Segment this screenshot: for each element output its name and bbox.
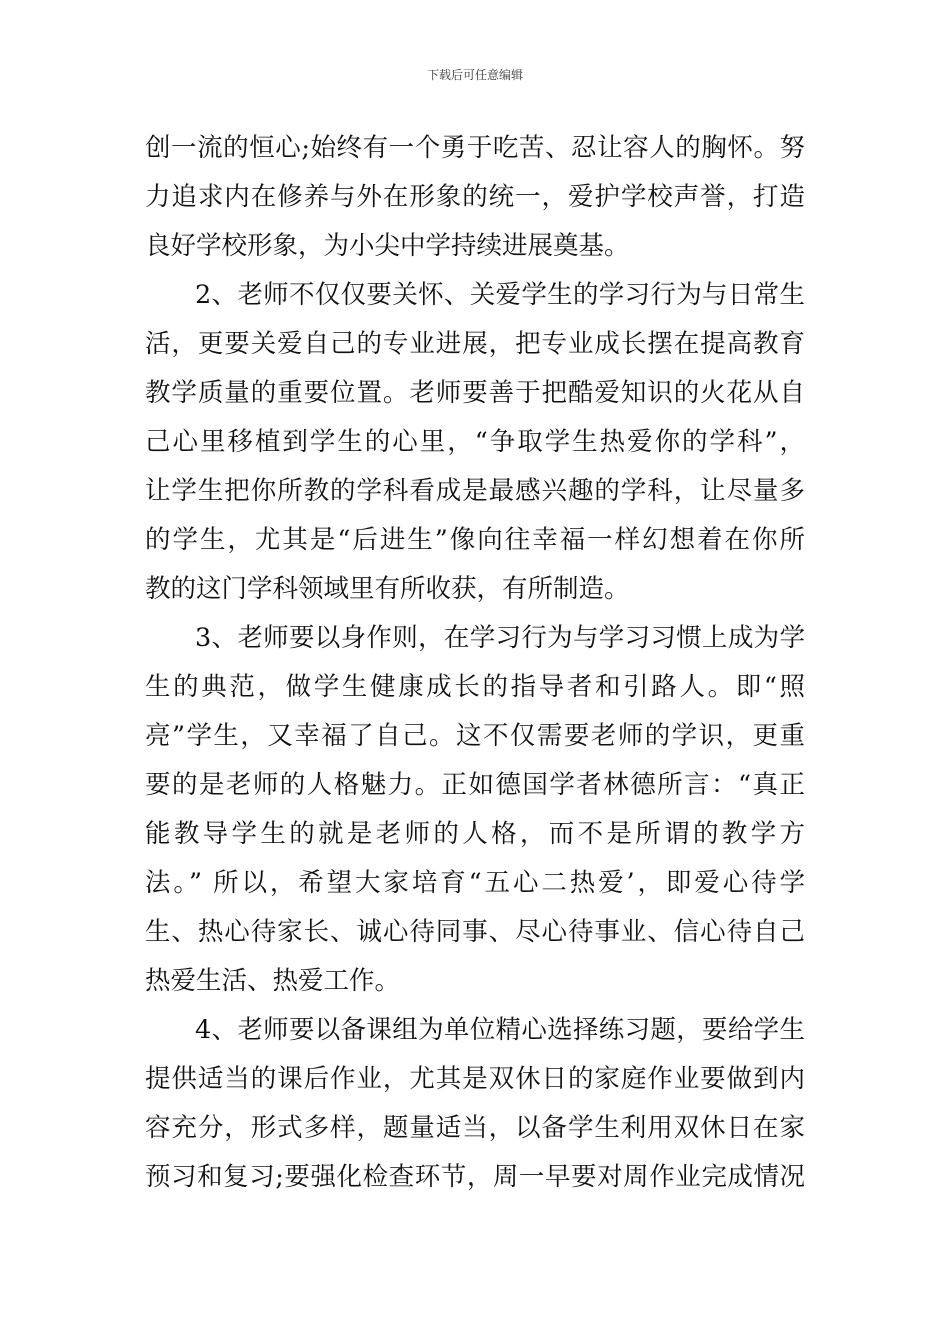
- text-line: 预习和复习;要强化检查环节，周一早要对周作业完成情况: [145, 1162, 805, 1192]
- text-line: 容充分，形式多样，题量适当，以备学生利用双休日在家: [145, 1113, 805, 1143]
- paragraph-start-line: 3、老师要以身作则，在学习行为与学习习惯上成为学: [195, 623, 805, 653]
- page-header-note: 下载后可任意编辑: [426, 68, 523, 82]
- text-line: 良好学校形象，为小尖中学持续进展奠基。: [145, 231, 630, 261]
- text-line: 亮”学生，又幸福了自己。这不仅需要老师的学识，更重: [145, 721, 805, 751]
- text-line: 己心里移植到学生的心里，“争取学生热爱你的学科”，: [145, 427, 805, 457]
- text-line: 法。” 所以，希望大家培育“五心二热爱’，即爱心待学: [145, 868, 805, 898]
- text-line: 的学生，尤其是“后进生”像向往幸福一样幻想着在你所: [145, 525, 805, 555]
- paragraph-start-line: 2、老师不仅仅要关怀、关爱学生的学习行为与日常生: [195, 280, 805, 310]
- text-line: 要的是老师的人格魅力。正如德国学者林德所言：“真正: [145, 770, 805, 800]
- text-line: 热爱生活、热爱工作。: [145, 966, 401, 996]
- text-line: 生、热心待家长、诚心待同事、尽心待事业、信心待自己: [145, 917, 805, 947]
- text-line: 创一流的恒心;始终有一个勇于吃苦、忍让容人的胸怀。努: [145, 133, 805, 163]
- text-line: 让学生把你所教的学科看成是最感兴趣的学科，让尽量多: [145, 476, 805, 506]
- text-line: 教学质量的重要位置。老师要善于把酷爱知识的火花从自: [145, 378, 805, 408]
- text-line: 提供适当的课后作业，尤其是双休日的家庭作业要做到内: [145, 1064, 805, 1094]
- text-line: 生的典范，做学生健康成长的指导者和引路人。即“照: [145, 672, 805, 702]
- paragraph-start-line: 4、老师要以备课组为单位精心选择练习题，要给学生: [195, 1015, 805, 1045]
- text-line: 活，更要关爱自己的专业进展，把专业成长摆在提高教育: [145, 329, 805, 359]
- text-line: 力追求内在修养与外在形象的统一，爱护学校声誉，打造: [145, 182, 805, 212]
- text-line: 能教导学生的就是老师的人格，而不是所谓的教学方: [145, 819, 805, 849]
- text-line: 教的这门学科领域里有所收获，有所制造。: [145, 574, 630, 604]
